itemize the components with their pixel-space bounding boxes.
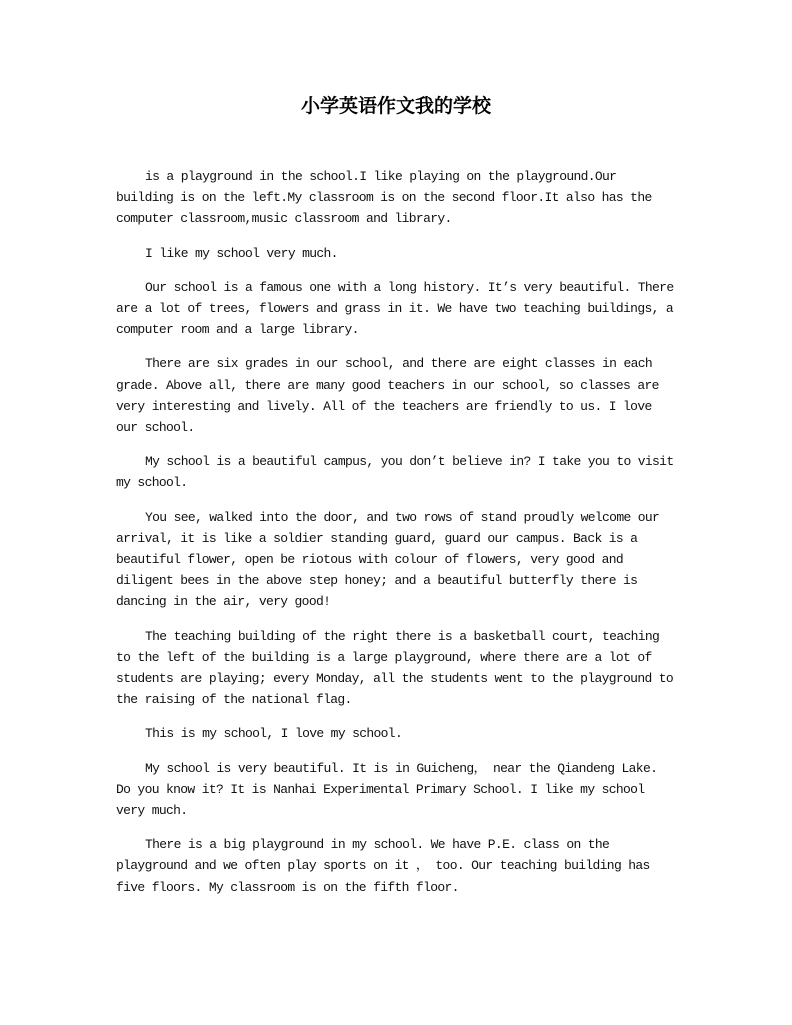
document-body xyxy=(116,166,716,911)
paragraph: You see, walked into the door, and two rows of stand proudly welcome our arrival, it is like a soldier standing guard, guard our campus. Back is a beautiful flower, open be riotous with colour of flowers, very good and diligent bees in the above step honey; and a beautiful butterfly there is dancing in the air, very good! xyxy=(116,509,660,610)
paragraph: This is my school, I love my school. xyxy=(145,726,403,742)
paragraph: There is a big playground in my school. We have P.E. class on the playground and we often play sports on it ， too. Our teaching building has five floors. My classroom is on the fifth floor. xyxy=(116,837,650,895)
document-title: 小学英语作文我的学校 xyxy=(300,95,491,117)
paragraph: is a playground in the school.I like playing on the playground.Our building is on the left.My classroom is on the second floor.It also has the computer classroom,music classroom and library. xyxy=(116,169,652,227)
paragraph: Our school is a famous one with a long history. It’s very beautiful. There are a lot of trees, flowers and grass in it. We have two teaching buildings, a computer room and a large library. xyxy=(116,279,674,338)
paragraph: There are six grades in our school, and there are eight classes in each grade. Above all, there are many good teachers in our school, so classes are very interesting and lively. All of the teachers are friendly to us. I love our school. xyxy=(116,356,659,436)
paragraph: My school is a beautiful campus, you don’t believe in? I take you to visit my school. xyxy=(116,454,674,491)
paragraph: I like my school very much. xyxy=(145,245,338,261)
paragraph: My school is very beautiful. It is in Guicheng， near the Qiandeng Lake. Do you know it? It is Nanhai Experimental Primary School. I like my school very much. xyxy=(116,760,658,819)
paragraph: The teaching building of the right there is a basketball court, teaching to the left of the building is a large playground, where there are a lot of students are playing; every Monday, all the students went to the playground to the raising of the national flag. xyxy=(116,628,674,708)
